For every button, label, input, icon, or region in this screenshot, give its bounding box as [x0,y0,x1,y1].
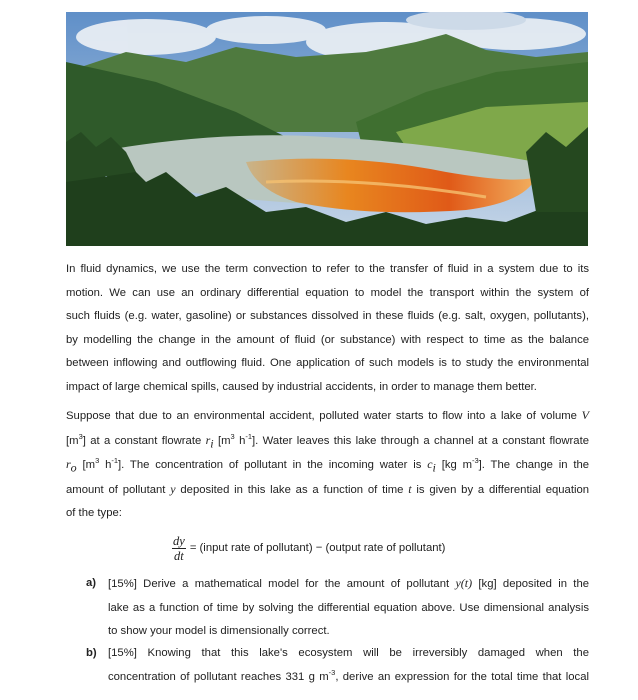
landscape-illustration [66,12,588,246]
intro-paragraph [66,258,589,400]
intro-line-1: In fluid dynamics, we use the term convection to refer to the transfer of fluid in a system due to its [66,263,589,275]
question-b [86,642,589,689]
lake-spill-photo [66,12,588,246]
question-b-line-1: [15%] Knowing that this lake's ecosystem will be irreversibly damaged when the [108,647,589,659]
question-a-line-1: [15%] Derive a mathematical model for the amount of pollutant y(t) [kg] deposited in the [108,576,590,590]
question-a-line-2: lake as a function of time by solving the differential equation above. Use dimensional analysis [108,601,589,614]
problem-line-2: $[m^3]$ at a constant flowrate $r_i$ [$m^3$ $h^{-1}$]. Water leaves this lake through a channel at a constant flowrate [66,431,590,450]
intro-line-3: such fluids (e.g. water, gasoline) or substances dissolved in these fluids (e.g. salt, oxygen, pollutants), [66,310,589,323]
problem-line-4: amount of pollutant y deposited in this lake as a function of time t is given by a differential equation [66,481,590,496]
intro-line-5: between inflowing and outflowing fluid. One application of such models is to study the environmental [66,357,589,370]
intro-line-6: impact of large chemical spills, caused by industrial accidents, in order to manage them better. [66,380,537,393]
question-a-line-3: to show your model is dimensionally correct. [108,625,330,638]
equation-rhs: = (input rate of pollutant) − (output rate of pollutant) [189,542,446,554]
problem-line-5: of the type: [66,507,122,520]
differential-equation [172,528,445,568]
question-a-label: a) [86,577,97,589]
intro-line-4: by modelling the change in the amount of fluid (or substance) with respect to time as the balance [66,333,589,346]
problem-line-3: $r_o$ [$m^3$ $h^{-1}$]. The concentration of pollutant in the incoming water is $c_i$ [kg $m^{-3}$]. The change in the [66,456,590,475]
question-b-line-2: concentration of pollutant reaches 331 g $m^{-3}$, derive an expression for the total time that local [108,667,589,683]
dy-dt-fraction [172,534,186,563]
problem-line-1: Suppose that due to an environmental accident, polluted water starts to flow into a lake of volume V [66,408,589,422]
question-b-label: b) [86,647,97,659]
problem-paragraph [66,404,589,526]
question-a [86,572,589,644]
fraction-denominator: dt [174,548,184,563]
fraction-numerator: dy [173,533,185,548]
intro-line-2: motion. We can use an ordinary differential equation to model the transport within the system of [66,286,589,299]
